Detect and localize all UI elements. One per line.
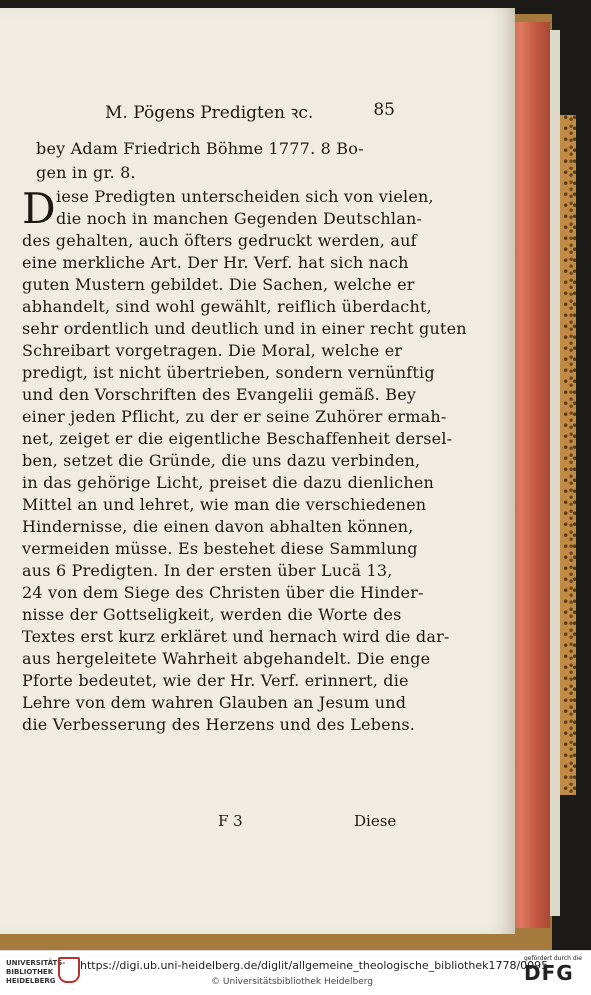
text-line: abhandelt, sind wohl gewählt, reiflich überdacht, xyxy=(22,297,432,316)
text-line: Lehre von dem wahren Glauben an Jesum und xyxy=(22,693,407,712)
funder-name: DFG xyxy=(524,961,574,985)
text-line: Mittel an und lehret, wie man die verschiedenen xyxy=(22,495,427,514)
text-line: guten Mustern gebildet. Die Sachen, welche er xyxy=(22,275,415,294)
text-line: sehr ordentlich und deutlich und in einer recht guten xyxy=(22,319,467,338)
copyright-notice xyxy=(208,977,373,987)
dfg-logo xyxy=(524,955,584,993)
permalink-url[interactable]: https://digi.ub.uni-heidelberg.de/diglit/allgemeine_theologische_bibliothek1778/0095 xyxy=(80,959,549,972)
viewer-footer-bar xyxy=(0,950,591,995)
text-line: des gehalten, auch öfters gedruckt werden, auf xyxy=(22,231,417,250)
text-line: Schreibart vorgetragen. Die Moral, welche er xyxy=(22,341,403,360)
drop-cap: D xyxy=(22,184,56,233)
text-line: einer jeden Pflicht, zu der er seine Zuhörer ermah- xyxy=(22,407,447,426)
text-line: ben, setzet die Gründe, die uns dazu verbinden, xyxy=(22,451,421,470)
university-library-logo: UNIVERSITÄTS- BIBLIOTHEK HEIDELBERG xyxy=(6,959,66,985)
text-line: Textes erst kurz erkläret und hernach wird die dar- xyxy=(22,627,450,646)
page-footer xyxy=(22,812,422,832)
text-line: gen in gr. 8. xyxy=(36,163,136,182)
page-stack-edge xyxy=(550,30,560,916)
text-line: aus 6 Predigten. In der ersten über Lucä 13, xyxy=(22,561,393,580)
text-line: Hindernisse, die einen davon abhalten können, xyxy=(22,517,414,536)
text-line: aus hergeleitete Wahrheit abgehandelt. Die enge xyxy=(22,649,431,668)
text-line: und den Vorschriften des Evangelii gemäß. Bey xyxy=(22,385,417,404)
text-line: predigt, ist nicht übertrieben, sondern vernünftig xyxy=(22,363,435,382)
funder-caption: gefördert durch die xyxy=(524,955,582,962)
header-title: M. Pögens Predigten ꝛc. xyxy=(105,103,314,123)
text-line: iese Predigten unterscheiden sich von vielen, xyxy=(56,187,434,206)
copyright-text: © Universitätsbibliothek Heidelberg xyxy=(211,977,374,987)
catchword: Diese xyxy=(354,812,397,830)
running-header xyxy=(105,100,395,124)
page-number: 85 xyxy=(373,100,395,120)
library-shield-icon xyxy=(58,957,80,983)
text-line: die noch in manchen Gegenden Deutschlan- xyxy=(56,209,423,228)
text-line: nisse der Gottseligkeit, werden die Worte des xyxy=(22,605,402,624)
text-line: in das gehörige Licht, preiset die dazu dienlichen xyxy=(22,473,434,492)
text-line: bey Adam Friedrich Böhme 1777. 8 Bo- xyxy=(36,139,364,158)
text-line: Pforte bedeutet, wie der Hr. Verf. erinnert, die xyxy=(22,671,409,690)
text-line: die Verbesserung des Herzens und des Lebens. xyxy=(22,715,416,734)
text-line: net, zeiget er die eigentliche Beschaffenheit dersel- xyxy=(22,429,453,448)
text-line: 24 von dem Siege des Christen über die Hinder- xyxy=(22,583,424,602)
text-line: vermeiden müsse. Es bestehet diese Sammlung xyxy=(22,539,418,558)
text-line: eine merkliche Art. Der Hr. Verf. hat sich nach xyxy=(22,253,409,272)
book-page xyxy=(0,8,515,934)
signature-mark: F 3 xyxy=(218,812,243,830)
